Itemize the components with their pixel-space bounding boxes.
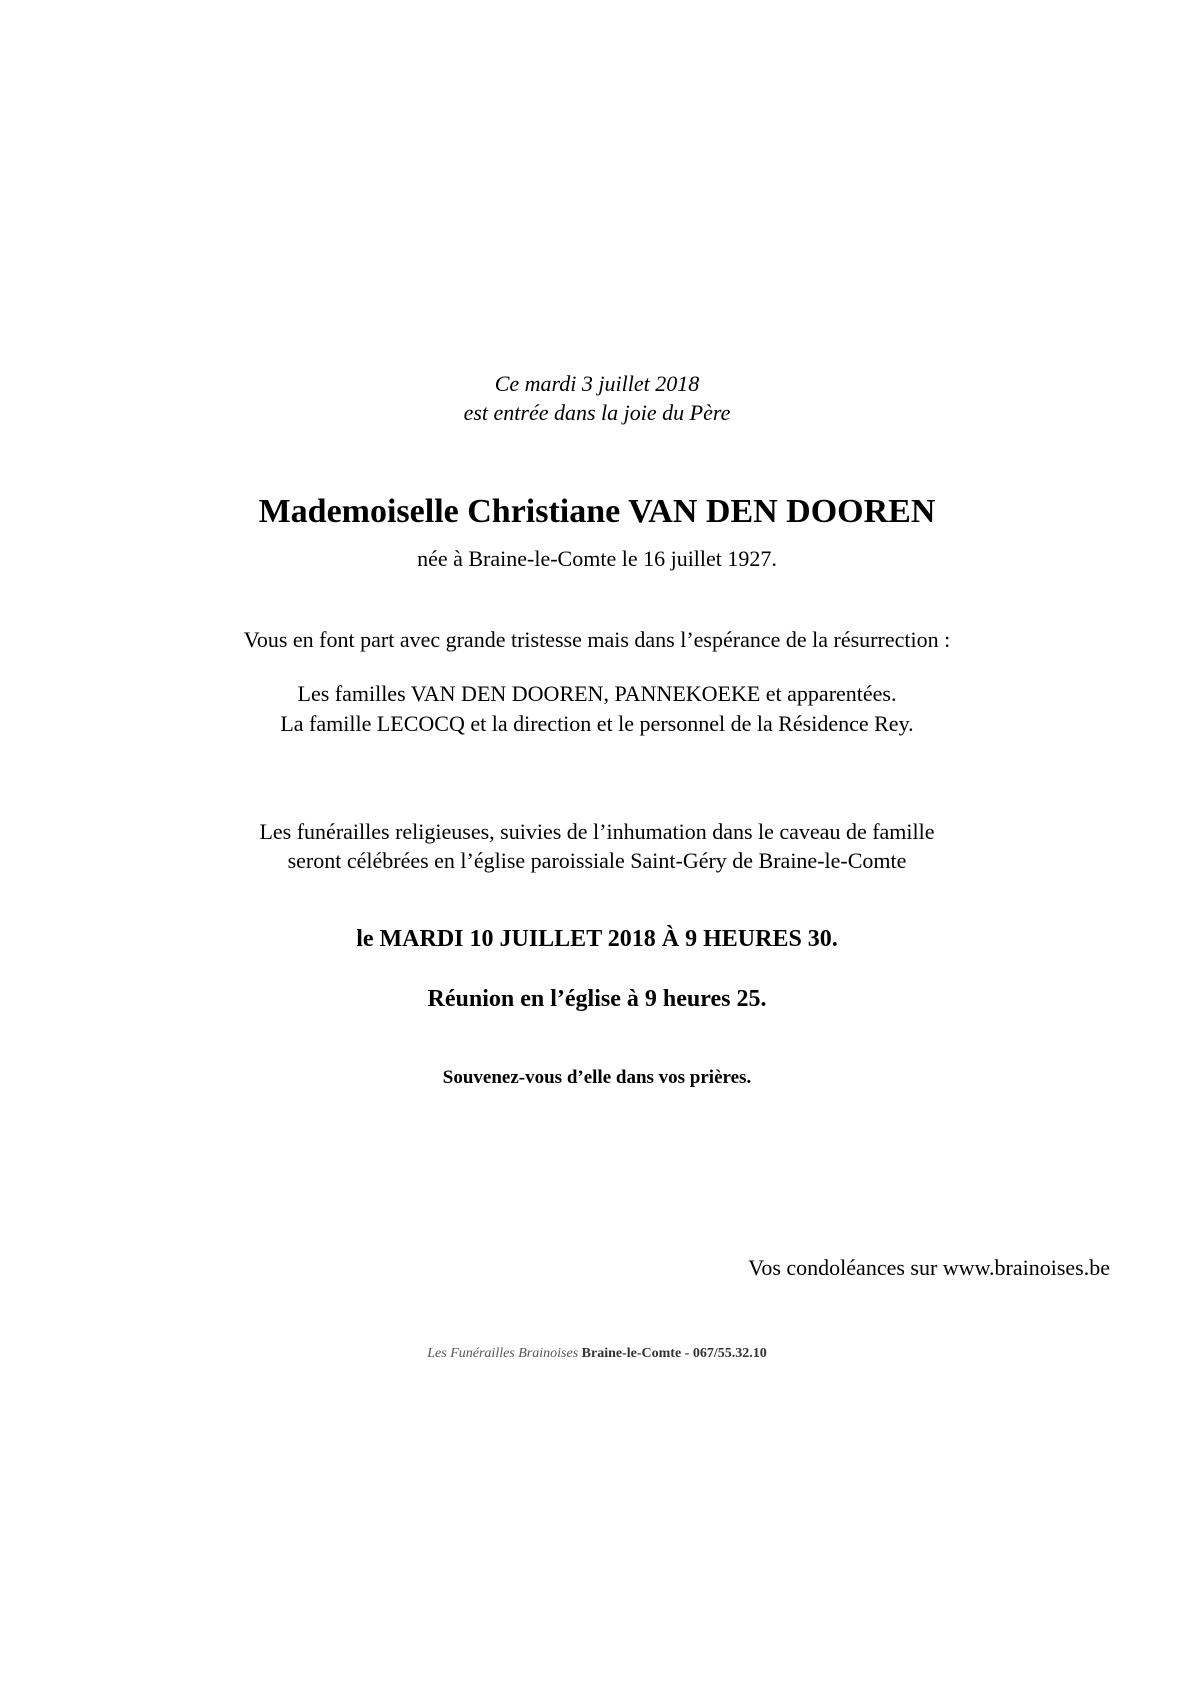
notice-line: Vous en font part avec grande tristesse mais dans l’espérance de la résurrection : [243, 627, 951, 652]
meeting-line: Réunion en l’église à 9 heures 25. [427, 986, 767, 1012]
deceased-name: Mademoiselle Christiane VAN DEN DOOREN [258, 493, 936, 530]
funeral-line-1: Les funérailles religieuses, suivies de l’inhumation dans le caveau de famille [259, 819, 935, 844]
family-line: Les familles VAN DEN DOOREN, PANNEKOEKE et apparentées. [297, 681, 897, 706]
ceremony-datetime: le MARDI 10 JUILLET 2018 À 9 HEURES 30. [356, 926, 838, 952]
intro-line-joy: est entrée dans la joie du Père [463, 400, 731, 425]
footer-contact: Braine-le-Comte - 067/55.32.10 [581, 1346, 767, 1361]
prayer-line: Souvenez-vous d’elle dans vos prières. [442, 1067, 752, 1088]
intro-line-date: Ce mardi 3 juillet 2018 [494, 371, 700, 396]
family-line: La famille LECOCQ et la direction et le personnel de la Résidence Rey. [280, 711, 914, 736]
footer-company: Les Funérailles Brainoises [427, 1346, 579, 1361]
footer [0, 1345, 1194, 1363]
funeral-line-2: seront célébrées en l’église paroissiale Saint-Géry de Braine-le-Comte [287, 848, 907, 873]
birth-line: née à Braine-le-Comte le 16 juillet 1927. [417, 546, 777, 571]
condolences-line: Vos condoléances sur www.brainoises.be [748, 1255, 1110, 1280]
